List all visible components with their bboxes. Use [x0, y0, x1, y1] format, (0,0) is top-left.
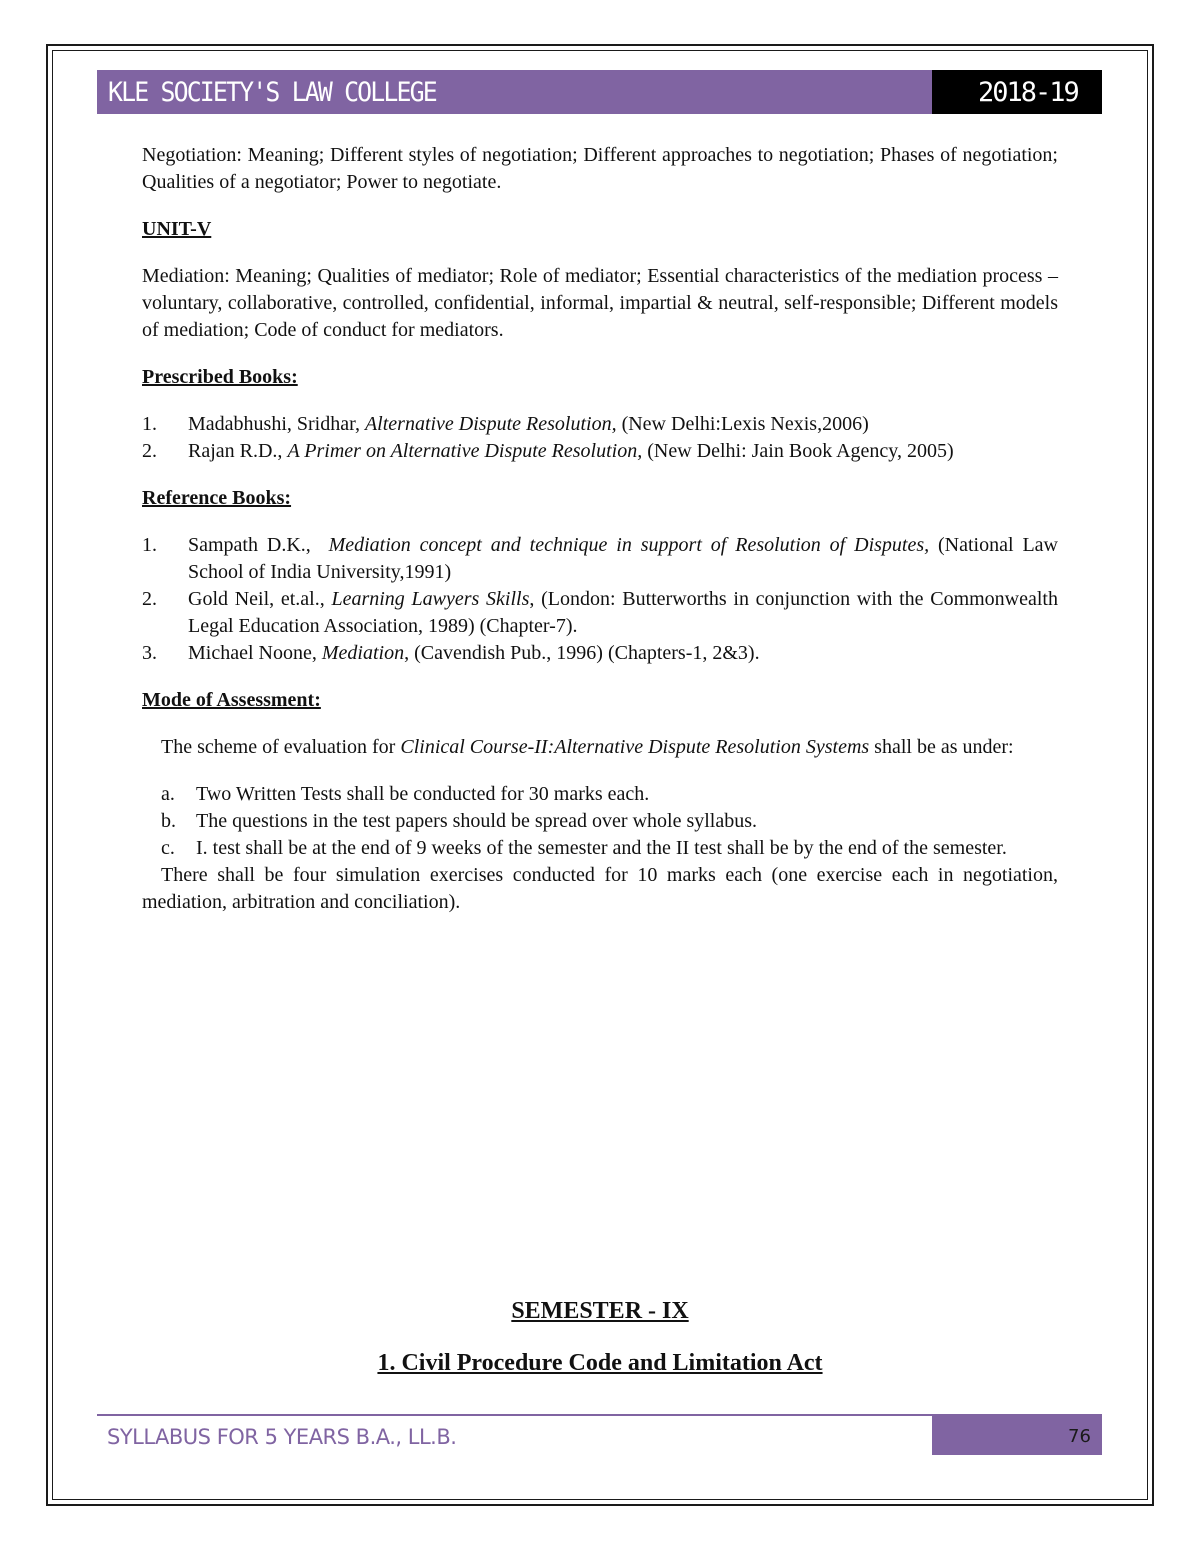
assessment-heading: Mode of Assessment:: [142, 689, 321, 711]
unit-v-paragraph: Mediation: Meaning; Qualities of mediator; Role of mediator; Essential characteristics of the mediation process – voluntary, collaborative, controlled, confidential, informal, impartial & neutral, self-responsible; Different models of mediation; Code of conduct for mediators.: [142, 265, 1058, 341]
list-item: [142, 532, 1058, 586]
unit-v-heading: UNIT-V: [142, 218, 212, 240]
book-author: Madabhushi, Sridhar,: [188, 413, 365, 435]
page-content: [142, 142, 1058, 916]
course-name: Clinical Course-II:Alternative Dispute Resolution Systems: [400, 736, 870, 758]
reference-books-list: [142, 532, 1058, 667]
list-item: [142, 411, 1058, 438]
semester-title: SEMESTER - IX: [511, 1298, 689, 1324]
book-author: Sampath D.K.,: [188, 534, 329, 556]
book-title: Learning Lawyers Skills: [331, 588, 530, 610]
list-item: [142, 438, 1058, 465]
list-number: 2.: [142, 440, 157, 462]
prescribed-books-list: [142, 411, 1058, 465]
list-letter: a.: [161, 783, 175, 805]
header-year: 2018-19: [978, 77, 1078, 108]
assessment-intro-text: The scheme of evaluation for: [161, 736, 401, 758]
book-publisher: (New Delhi: Jain Book Agency, 2005): [642, 440, 954, 462]
list-number: 1.: [142, 413, 157, 435]
book-author: Michael Noone,: [188, 642, 322, 664]
book-title: Mediation concept and technique in support of Resolution of Disputes,: [328, 534, 930, 556]
assessment-intro-end: shall be as under:: [869, 736, 1014, 758]
footer-title: SYLLABUS FOR 5 YEARS B.A., LL.B.: [107, 1425, 457, 1449]
book-publisher: , (Cavendish Pub., 1996) (Chapters-1, 2&3).: [404, 642, 760, 664]
list-text: I. test shall be at the end of 9 weeks of the semester and the II test shall be by the end of the semester.: [196, 837, 1007, 859]
book-publisher: , (London: Butterworths in conjunction with the Commonwealth Legal Education Association, 1989) (Chapter-7).: [188, 588, 1058, 637]
list-item: [142, 808, 1058, 835]
book-title: Mediation: [321, 642, 405, 664]
book-title: A Primer on Alternative Dispute Resolution,: [287, 440, 643, 462]
list-letter: b.: [161, 810, 176, 832]
list-number: 3.: [142, 642, 157, 664]
list-text: Two Written Tests shall be conducted for 30 marks each.: [196, 783, 650, 805]
book-publisher: (New Delhi:Lexis Nexis,2006): [616, 413, 869, 435]
list-item: [142, 781, 1058, 808]
header-title: KLE SOCIETY'S LAW COLLEGE: [108, 77, 436, 108]
book-author: Gold Neil, et.al.,: [188, 588, 332, 610]
assessment-intro: [142, 734, 1058, 761]
list-number: 1.: [142, 534, 157, 556]
book-title: Alternative Dispute Resolution,: [364, 413, 617, 435]
intro-paragraph: Negotiation: Meaning; Different styles of negotiation; Different approaches to negotiation; Phases of negotiation; Qualities of a negotiator; Power to negotiate.: [142, 144, 1058, 193]
reference-books-heading: Reference Books:: [142, 487, 292, 509]
footer-rule: [97, 1414, 932, 1416]
list-item: [142, 640, 1058, 667]
list-text: The questions in the test papers should be spread over whole syllabus.: [196, 810, 757, 832]
list-number: 2.: [142, 588, 157, 610]
page-number: 76: [1068, 1426, 1091, 1447]
assessment-list: [142, 781, 1058, 862]
list-letter: c.: [161, 837, 175, 859]
list-item: [142, 835, 1058, 862]
prescribed-books-heading: Prescribed Books:: [142, 366, 298, 388]
assessment-closing: There shall be four simulation exercises conducted for 10 marks each (one exercise each in negotiation, mediation, arbitration and conciliation).: [142, 864, 1058, 913]
book-publisher: (National Law School of India University,1991): [188, 534, 1058, 583]
course-title: 1. Civil Procedure Code and Limitation Act: [377, 1350, 823, 1376]
book-author: Rajan R.D.,: [188, 440, 288, 462]
list-item: [142, 586, 1058, 640]
